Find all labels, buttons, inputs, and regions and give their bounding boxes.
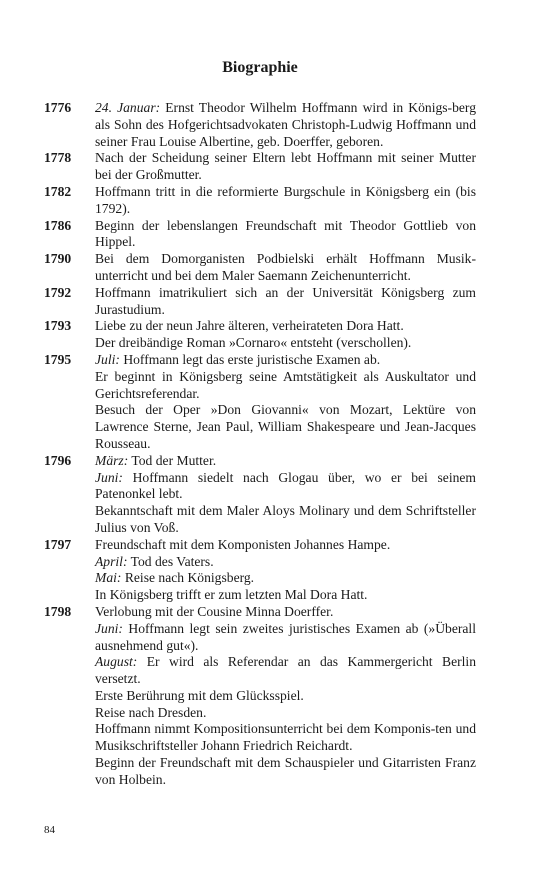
date-lead: 24. Januar:: [95, 100, 161, 115]
entry-text: Tod des Vaters.: [127, 553, 214, 569]
chronology-entry: [44, 150, 476, 184]
entry-year: 1778: [44, 150, 72, 166]
entry-body: [95, 318, 476, 352]
entry-paragraph: [95, 604, 476, 621]
entry-text: Hoffmann imatrikuliert sich an der Universität Königsberg zum Jurastudium.: [95, 284, 476, 317]
entry-paragraph: [95, 318, 476, 335]
entry-text: Hoffmann legt sein zweites juristisches Examen ab (»Überall ausnehmend gut«).: [95, 620, 476, 653]
chronology-entry: [44, 285, 476, 319]
entry-paragraph: [95, 688, 476, 705]
entry-text: Nach der Scheidung seiner Eltern lebt Hoffmann mit seiner Mutter bei der Großmutter.: [95, 150, 476, 183]
entry-text: Bekanntschaft mit dem Maler Aloys Molinary und dem Schriftsteller Julius von Voß.: [95, 503, 476, 535]
entry-text: Hoffmann siedelt nach Glogau über, wo er bei seinem Patenonkel lebt.: [95, 469, 476, 502]
date-lead: Mai:: [95, 570, 122, 586]
entry-text: In Königsberg trifft er zum letzten Mal Dora Hatt.: [95, 587, 368, 603]
chronology-entry: [44, 453, 476, 537]
entry-paragraph: [95, 621, 476, 655]
chronology-entry: [44, 184, 476, 218]
entry-paragraph: [95, 402, 476, 452]
entry-paragraph: [95, 503, 476, 537]
chronology-entry: [44, 218, 476, 252]
date-lead: Juni:: [95, 469, 123, 485]
entry-paragraph: [95, 352, 476, 369]
entry-body: [95, 453, 476, 537]
chronology-entry: [44, 604, 476, 789]
entry-paragraph: [95, 184, 476, 218]
entry-body: [95, 251, 476, 285]
entry-year: 1793: [44, 318, 72, 334]
date-lead: Juli:: [95, 351, 120, 367]
entry-paragraph: [95, 587, 476, 604]
entry-paragraph: [95, 537, 476, 554]
entry-year: 1786: [44, 217, 72, 233]
entry-paragraph: [95, 554, 476, 571]
entry-paragraph: [95, 453, 476, 470]
entry-text: Besuch der Oper »Don Giovanni« von Mozart, Lektüre von Lawrence Sterne, Jean Paul, William Shakespeare und Jean-Jacques Rousseau.: [95, 402, 476, 451]
entry-text: Beginn der Freundschaft mit dem Schauspieler und Gitarristen Franz von Holbein.: [95, 755, 476, 787]
entry-year: 1797: [44, 536, 72, 552]
chronology-entry: [44, 251, 476, 285]
entry-year: 1796: [44, 452, 72, 468]
entry-paragraph: [95, 335, 476, 352]
entry-text: Der dreibändige Roman »Cornaro« entsteht (verschollen).: [95, 335, 412, 351]
date-lead: April:: [95, 553, 128, 569]
entry-paragraph: [95, 285, 476, 319]
entry-body: [95, 100, 476, 150]
date-lead: Juni:: [95, 620, 123, 636]
entry-paragraph: [95, 654, 476, 688]
entry-body: [95, 150, 476, 184]
entry-year: 1798: [44, 603, 72, 619]
chronology-entry: [44, 100, 476, 150]
page-title: Biographie: [222, 59, 298, 76]
entry-body: [95, 184, 476, 218]
entry-text: Tod der Mutter.: [128, 452, 217, 468]
entry-paragraph: [95, 755, 476, 789]
entry-text: Hoffmann legt das erste juristische Examen ab.: [119, 351, 381, 367]
entry-text: Hoffmann tritt in die reformierte Burgschule in Königsberg ein (bis 1792).: [95, 183, 476, 216]
chronology-list: [44, 100, 476, 789]
entry-text: Reise nach Königsberg.: [121, 570, 255, 586]
entry-paragraph: [95, 100, 476, 150]
entry-year: 1782: [44, 183, 72, 199]
entry-body: [95, 285, 476, 319]
entry-year: 1776: [44, 100, 72, 115]
entry-paragraph: [95, 470, 476, 504]
entry-text: Hoffmann nimmt Kompositionsunterricht bei dem Komponis-ten und Musikschriftsteller Johann Friedrich Reichardt.: [95, 721, 476, 754]
chronology-entry: [44, 537, 476, 604]
entry-paragraph: [95, 218, 476, 252]
entry-paragraph: [95, 251, 476, 285]
entry-year: 1792: [44, 284, 72, 300]
entry-year: 1790: [44, 251, 72, 267]
entry-paragraph: [95, 150, 476, 184]
chronology-entry: [44, 318, 476, 352]
date-lead: August:: [95, 654, 138, 670]
chronology-entry: [44, 352, 476, 453]
entry-text: Liebe zu der neun Jahre älteren, verheirateten Dora Hatt.: [95, 318, 404, 334]
entry-text: Freundschaft mit dem Komponisten Johannes Hampe.: [95, 536, 391, 552]
entry-year: 1795: [44, 351, 72, 367]
entry-paragraph: [95, 369, 476, 403]
date-lead: März:: [95, 452, 129, 468]
entry-text: Er beginnt in Königsberg seine Amtstätigkeit als Auskultator und Gerichtsreferendar.: [95, 368, 476, 401]
page-number: 84: [44, 824, 55, 836]
entry-text: Verlobung mit der Cousine Minna Doerffer.: [95, 603, 334, 619]
entry-body: [95, 537, 476, 604]
entry-body: [95, 604, 476, 789]
entry-body: [95, 218, 476, 252]
entry-paragraph: [95, 721, 476, 755]
entry-text: Beginn der lebenslangen Freundschaft mit Theodor Gottlieb von Hippel.: [95, 217, 476, 250]
entry-paragraph: [95, 705, 476, 722]
entry-text: Bei dem Domorganisten Podbielski erhält Hoffmann Musik-unterricht und bei dem Maler Saemann Zeichenunterricht.: [95, 251, 476, 283]
entry-body: [95, 352, 476, 453]
entry-text: Reise nach Dresden.: [95, 704, 207, 720]
entry-paragraph: [95, 570, 476, 587]
entry-text: Erste Berührung mit dem Glücksspiel.: [95, 687, 304, 703]
entry-text: Er wird als Referendar an das Kammergericht Berlin versetzt.: [95, 654, 476, 687]
entry-text: Ernst Theodor Wilhelm Hoffmann wird in Königs-berg als Sohn des Hofgerichtsadvokaten Christoph-Ludwig Hoffmann und seiner Frau Louise Albertine, geb. Doerffer, geboren.: [95, 100, 476, 149]
